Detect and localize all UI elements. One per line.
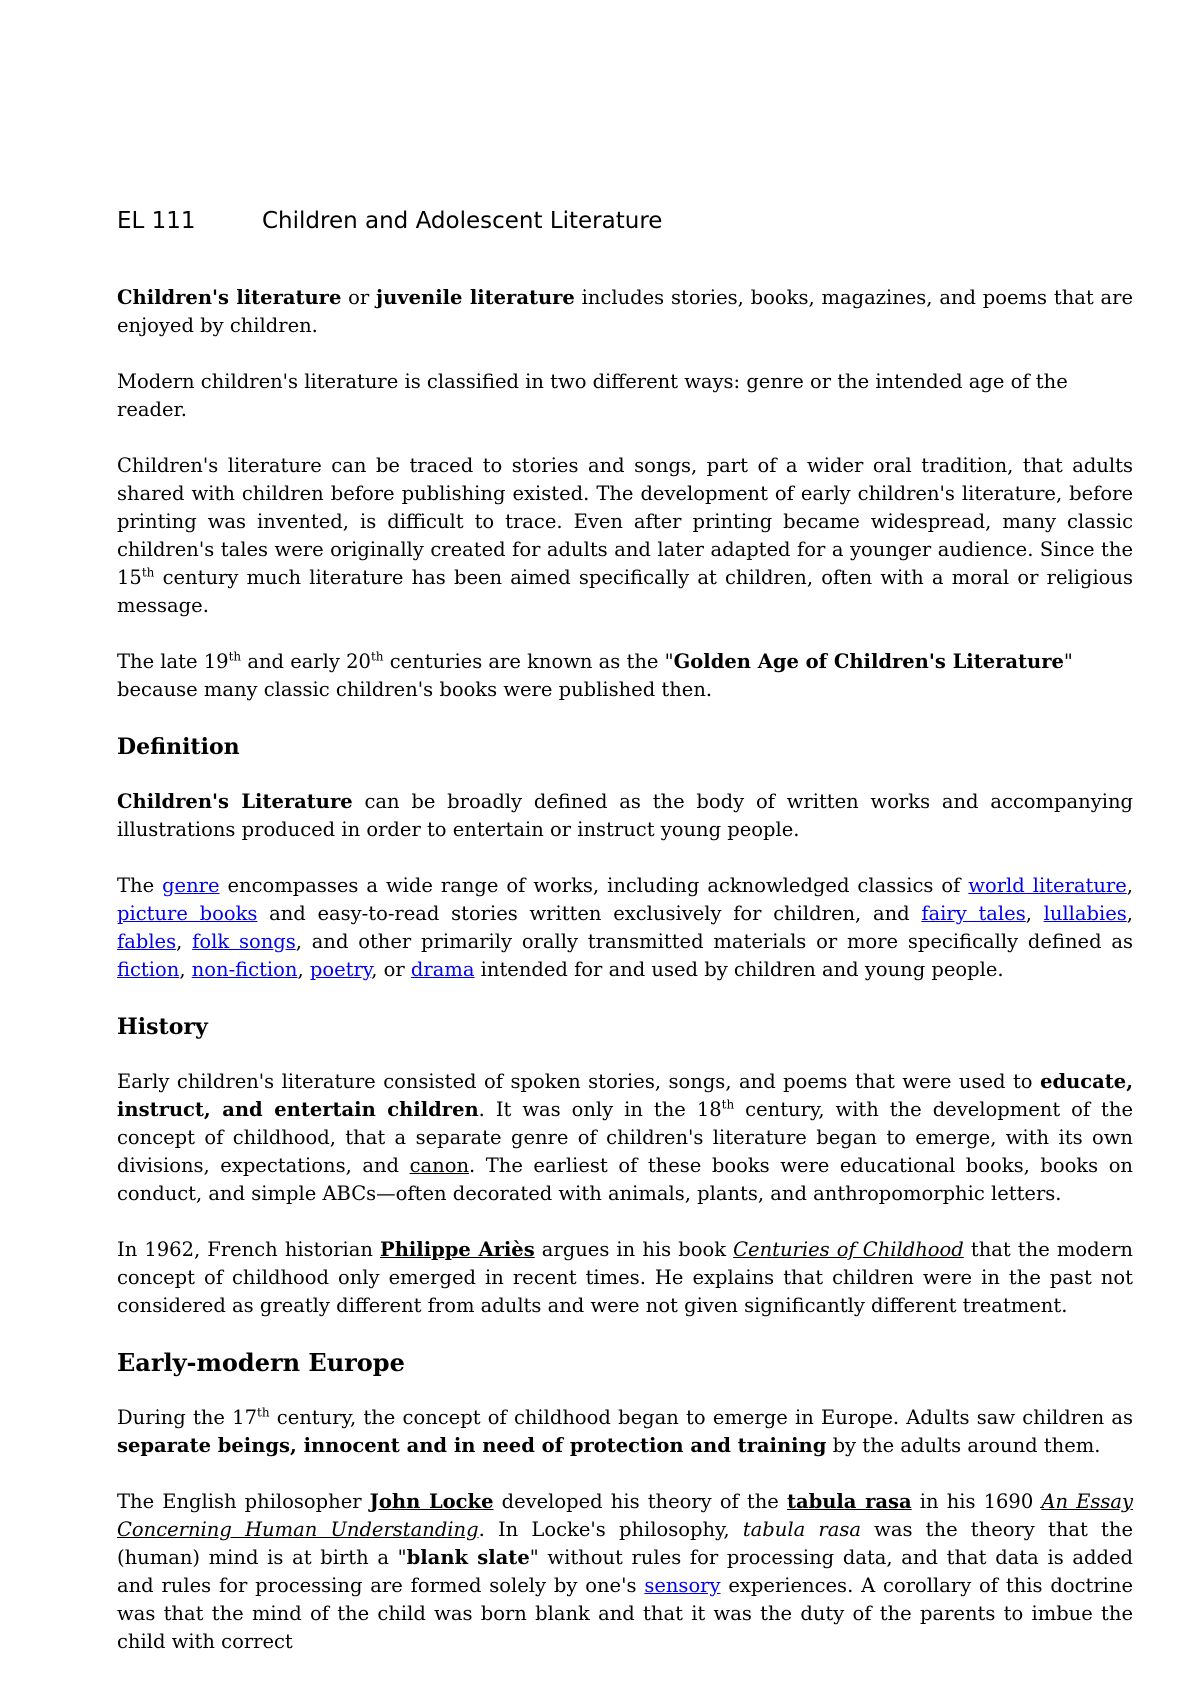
- course-name: Children and Adolescent Literature: [262, 208, 663, 234]
- link-tabula-rasa[interactable]: tabula rasa: [786, 1490, 912, 1513]
- paragraph-golden-age: The late 19th and early 20th centuries are known as the "Golden Age of Children's Literature" because many classic children's books were published then.: [117, 649, 1073, 701]
- link-picture-books[interactable]: picture books: [117, 902, 258, 925]
- link-fables[interactable]: fables: [117, 930, 177, 953]
- paragraph-genre: The genre encompasses a wide range of works, including acknowledged classics of world literature, picture books and easy-to-read stories written exclusively for children, and fairy tales, lullabies, fables, folk songs, and other primarily orally transmitted materials or more specifically defined as fiction, non-fiction, poetry, or drama intended for and used by children and young people.: [117, 874, 1133, 981]
- document-title: [117, 206, 1133, 236]
- bold-term: Children's literature: [117, 286, 342, 309]
- paragraph-definition: Children's Literature can be broadly defined as the body of written works and accompanying illustrations produced in order to entertain or instruct young people.: [117, 790, 1133, 841]
- heading-history: History: [117, 1014, 208, 1040]
- link-canon[interactable]: canon: [409, 1154, 469, 1177]
- bold-term: blank slate: [406, 1546, 530, 1569]
- bold-term: educate, instruct, and entertain children: [117, 1070, 1133, 1121]
- link-world-literature[interactable]: world literature: [968, 874, 1127, 897]
- heading-definition: Definition: [117, 734, 240, 760]
- link-sensory[interactable]: sensory: [644, 1574, 721, 1597]
- link-essay-human-understanding[interactable]: An Essay Concerning Human Understanding: [117, 1490, 1134, 1541]
- document-page: [117, 206, 1133, 1684]
- link-drama[interactable]: drama: [410, 958, 475, 981]
- link-philippe-aries[interactable]: Philippe Ariès: [380, 1238, 535, 1261]
- link-poetry[interactable]: poetry: [309, 958, 372, 981]
- link-lullabies[interactable]: lullabies: [1043, 902, 1127, 925]
- course-code: EL 111: [117, 208, 196, 234]
- link-non-fiction[interactable]: non-fiction: [191, 958, 298, 981]
- paragraph-aries: In 1962, French historian Philippe Ariès argues in his book Centuries of Childhood that the modern concept of childhood only emerged in recent times. He explains that children were in the past not considered as greatly different from adults and were not given significantly different treatment.: [117, 1238, 1133, 1317]
- link-fairy-tales[interactable]: fairy tales: [921, 902, 1026, 925]
- heading-early-modern-europe: Early-modern Europe: [117, 1348, 405, 1377]
- paragraph-early-history: Early children's literature consisted of spoken stories, songs, and poems that were used to educate, instruct, and entertain children. It was only in the 18th century, with the development of the concept of childhood, that a separate genre of children's literature began to emerge, with its own divisions, expectations, and canon. The earliest of these books were educational books, books on conduct, and simple ABCs—often decorated with animals, plants, and anthropomorphic letters.: [117, 1070, 1133, 1205]
- bold-term: Golden Age of Children's Literature: [673, 650, 1064, 673]
- bold-term: Children's Literature: [117, 790, 353, 813]
- paragraph-locke: The English philosopher John Locke developed his theory of the tabula rasa in his 1690 An Essay Concerning Human Understanding. In Locke's philosophy, tabula rasa was the theory that the (human) mind is at birth a "blank slate" without rules for processing data, and that data is added and rules for processing are formed solely by one's sensory experiences. A corollary of this doctrine was that the mind of the child was born blank and that it was the duty of the parents to imbue the child with correct: [117, 1490, 1134, 1653]
- link-genre[interactable]: genre: [162, 874, 220, 897]
- paragraph-17th-century: During the 17th century, the concept of childhood began to emerge in Europe. Adults saw children as separate beings, innocent and in need of protection and training by the adults around them.: [117, 1405, 1133, 1457]
- italic-term: tabula rasa: [742, 1518, 861, 1541]
- paragraph-oral-tradition: Children's literature can be traced to stories and songs, part of a wider oral tradition, that adults shared with children before publishing existed. The development of early children's literature, before printing was invented, is difficult to trace. Even after printing became widespread, many classic children's tales were originally created for adults and later adapted for a younger audience. Since the 15th century much literature has been aimed specifically at children, often with a moral or religious message.: [117, 454, 1133, 617]
- link-centuries-of-childhood[interactable]: Centuries of Childhood: [733, 1238, 964, 1261]
- link-folk-songs[interactable]: folk songs: [192, 930, 296, 953]
- link-john-locke[interactable]: John Locke: [369, 1490, 494, 1513]
- paragraph-classification: Modern children's literature is classified in two different ways: genre or the intended age of the reader.: [117, 370, 1068, 421]
- bold-term: separate beings, innocent and in need of protection and training: [117, 1434, 827, 1457]
- bold-term: juvenile literature: [376, 286, 575, 309]
- link-fiction[interactable]: fiction: [117, 958, 180, 981]
- paragraph-intro: Children's literature or juvenile literature includes stories, books, magazines, and poems that are enjoyed by children.: [117, 286, 1134, 337]
